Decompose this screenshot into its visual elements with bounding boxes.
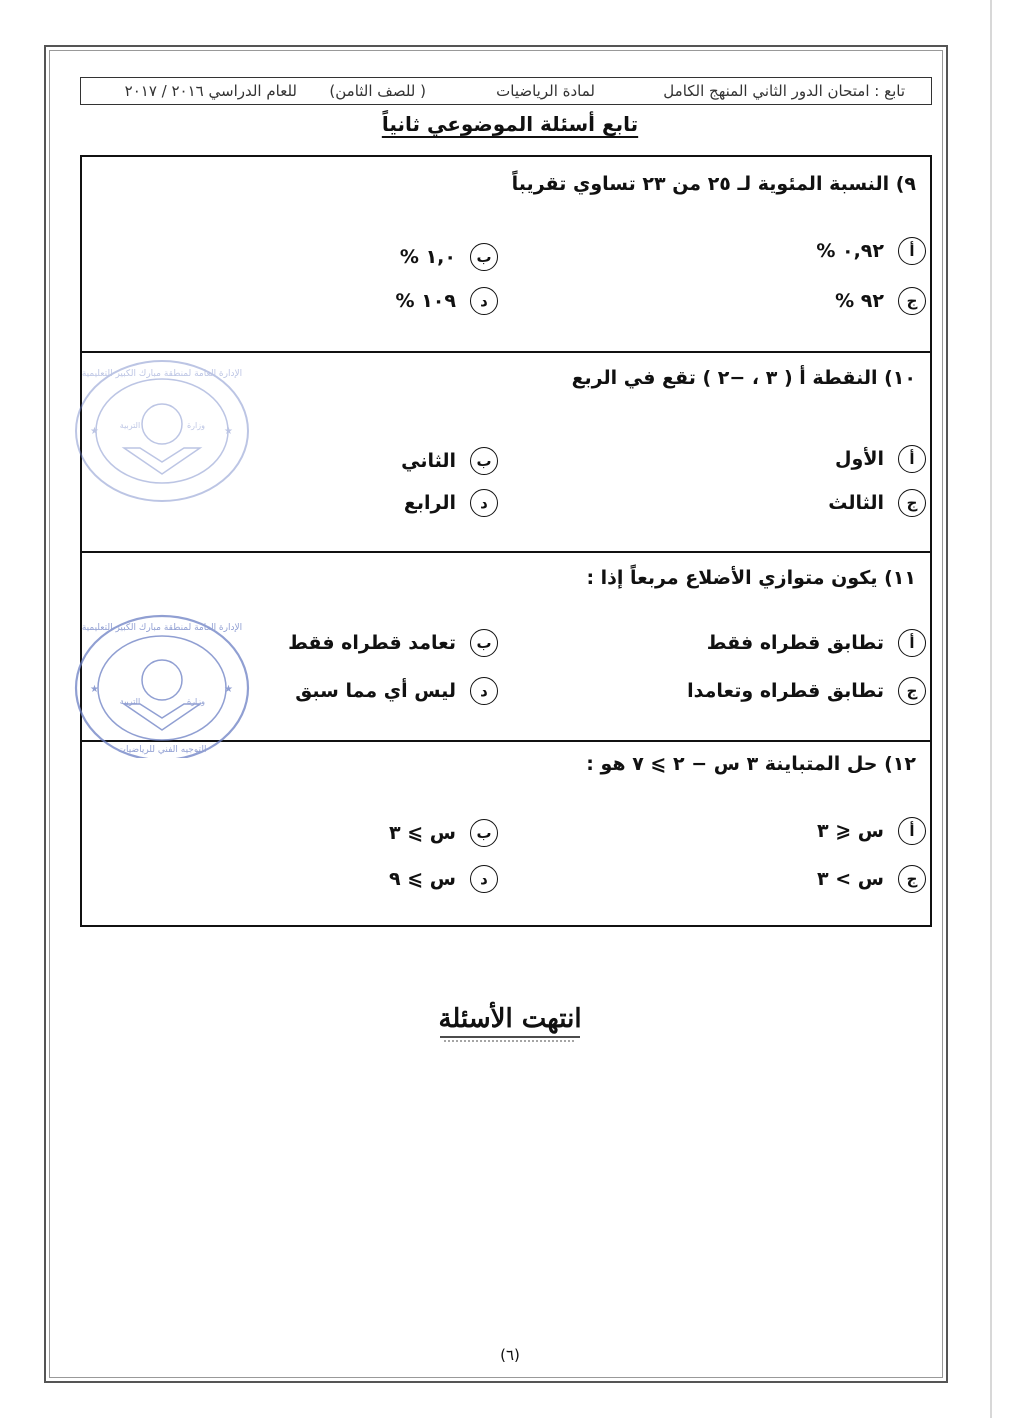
stamp1-inner-left: التربية [119, 421, 141, 430]
question-12-option-a[interactable] [817, 817, 926, 845]
question-12-option-d[interactable] [389, 865, 498, 893]
question-11-option-c[interactable] [687, 677, 926, 705]
option-letter: د [470, 865, 498, 893]
question-11-text: ١١) يكون متوازي الأضلاع مربعاً إذا : [586, 567, 916, 589]
option-text: الثاني [401, 450, 456, 472]
question-11-option-a[interactable] [707, 629, 926, 657]
option-letter: أ [898, 817, 926, 845]
option-text: الثالث [828, 492, 884, 514]
section-title: تابع أسئلة الموضوعي ثانياً [381, 112, 639, 136]
option-letter: أ [898, 629, 926, 657]
questions-box [80, 155, 932, 927]
option-text: س ⩽ ٣ [817, 820, 884, 842]
question-12-text: ١٢) حل المتباينة ٣ س − ٢ ⩾ ٧ هو : [586, 753, 916, 775]
option-text: س ⩾ ٩ [389, 868, 456, 890]
option-letter: أ [898, 237, 926, 265]
question-12-option-b[interactable] [389, 819, 498, 847]
page-number: (٦) [500, 1346, 520, 1364]
question-10-option-d[interactable] [404, 489, 498, 517]
question-10-option-a[interactable] [835, 445, 926, 473]
question-11-option-b[interactable] [288, 629, 498, 657]
separator [82, 551, 930, 553]
stamp2-inner-left: التربية [119, 697, 141, 706]
stamp2-text: الإدارة العامة لمنطقة مبارك الكبير التعليمية [81, 623, 243, 633]
option-text: ١٠٩ % [395, 290, 456, 312]
option-text: س > ٣ [817, 868, 884, 890]
question-10-text: ١٠) النقطة أ ( ٣ ، −٢ ) تقع في الربع [571, 367, 916, 389]
option-letter: ب [470, 243, 498, 271]
option-text: الأول [835, 448, 884, 470]
option-letter: أ [898, 445, 926, 473]
option-letter: ج [898, 287, 926, 315]
official-stamp [72, 608, 252, 758]
official-stamp-faint [72, 356, 252, 506]
header-exam: تابع : امتحان الدور الثاني المنهج الكامل [663, 82, 905, 100]
question-9-option-c[interactable] [835, 287, 926, 315]
option-letter: ج [898, 489, 926, 517]
exam-header [80, 77, 932, 105]
page-edge [990, 0, 992, 1418]
svg-text:★: ★ [90, 684, 99, 695]
question-12-option-c[interactable] [817, 865, 926, 893]
option-letter: ج [898, 865, 926, 893]
option-letter: ب [470, 819, 498, 847]
end-of-questions-calligraphy [430, 995, 590, 1045]
option-text: تعامد قطراه فقط [288, 632, 456, 654]
stamp2-inner-right: وزارة [186, 697, 206, 706]
option-text: ليس أي مما سبق [295, 680, 456, 702]
question-9-option-d[interactable] [396, 287, 498, 315]
stamp1-inner-right: وزارة [186, 421, 206, 430]
header-year: للعام الدراسي ٢٠١٦ / ٢٠١٧ [124, 82, 297, 100]
question-11-option-d[interactable] [295, 677, 498, 705]
stamp2-bottom: التوجيه الفني للرياضيات [117, 745, 207, 755]
option-letter: ب [470, 447, 498, 475]
option-text: س ⩾ ٣ [389, 822, 456, 844]
option-text: تطابق قطراه وتعامدا [687, 680, 884, 702]
stamp1-text: الإدارة العامة لمنطقة مبارك الكبير التعليمية [81, 369, 243, 379]
option-text: ١,٠ % [399, 246, 456, 268]
question-10-option-b[interactable] [401, 447, 498, 475]
header-grade: ( للصف الثامن) [329, 82, 426, 100]
question-9-text: ٩) النسبة المئوية لـ ٢٥ من ٢٣ تساوي تقريباً [511, 173, 916, 195]
option-letter: د [470, 489, 498, 517]
option-text: ٠,٩٢ % [816, 240, 884, 262]
question-9-option-b[interactable] [400, 243, 498, 271]
option-letter: ج [898, 677, 926, 705]
option-letter: ب [470, 629, 498, 657]
end-text: انتهت الأسئلة [438, 1004, 582, 1034]
question-9-option-a[interactable] [816, 237, 926, 265]
option-letter: د [470, 677, 498, 705]
svg-text:★: ★ [90, 426, 99, 437]
option-text: ٩٢ % [835, 290, 884, 312]
option-text: تطابق قطراه فقط [706, 632, 884, 654]
option-text: الرابع [403, 492, 456, 514]
svg-text:★: ★ [224, 426, 233, 437]
option-letter: د [470, 287, 498, 315]
svg-text:★: ★ [224, 684, 233, 695]
separator [82, 351, 930, 353]
question-10-option-c[interactable] [828, 489, 926, 517]
header-subject: لمادة الرياضيات [496, 82, 595, 100]
